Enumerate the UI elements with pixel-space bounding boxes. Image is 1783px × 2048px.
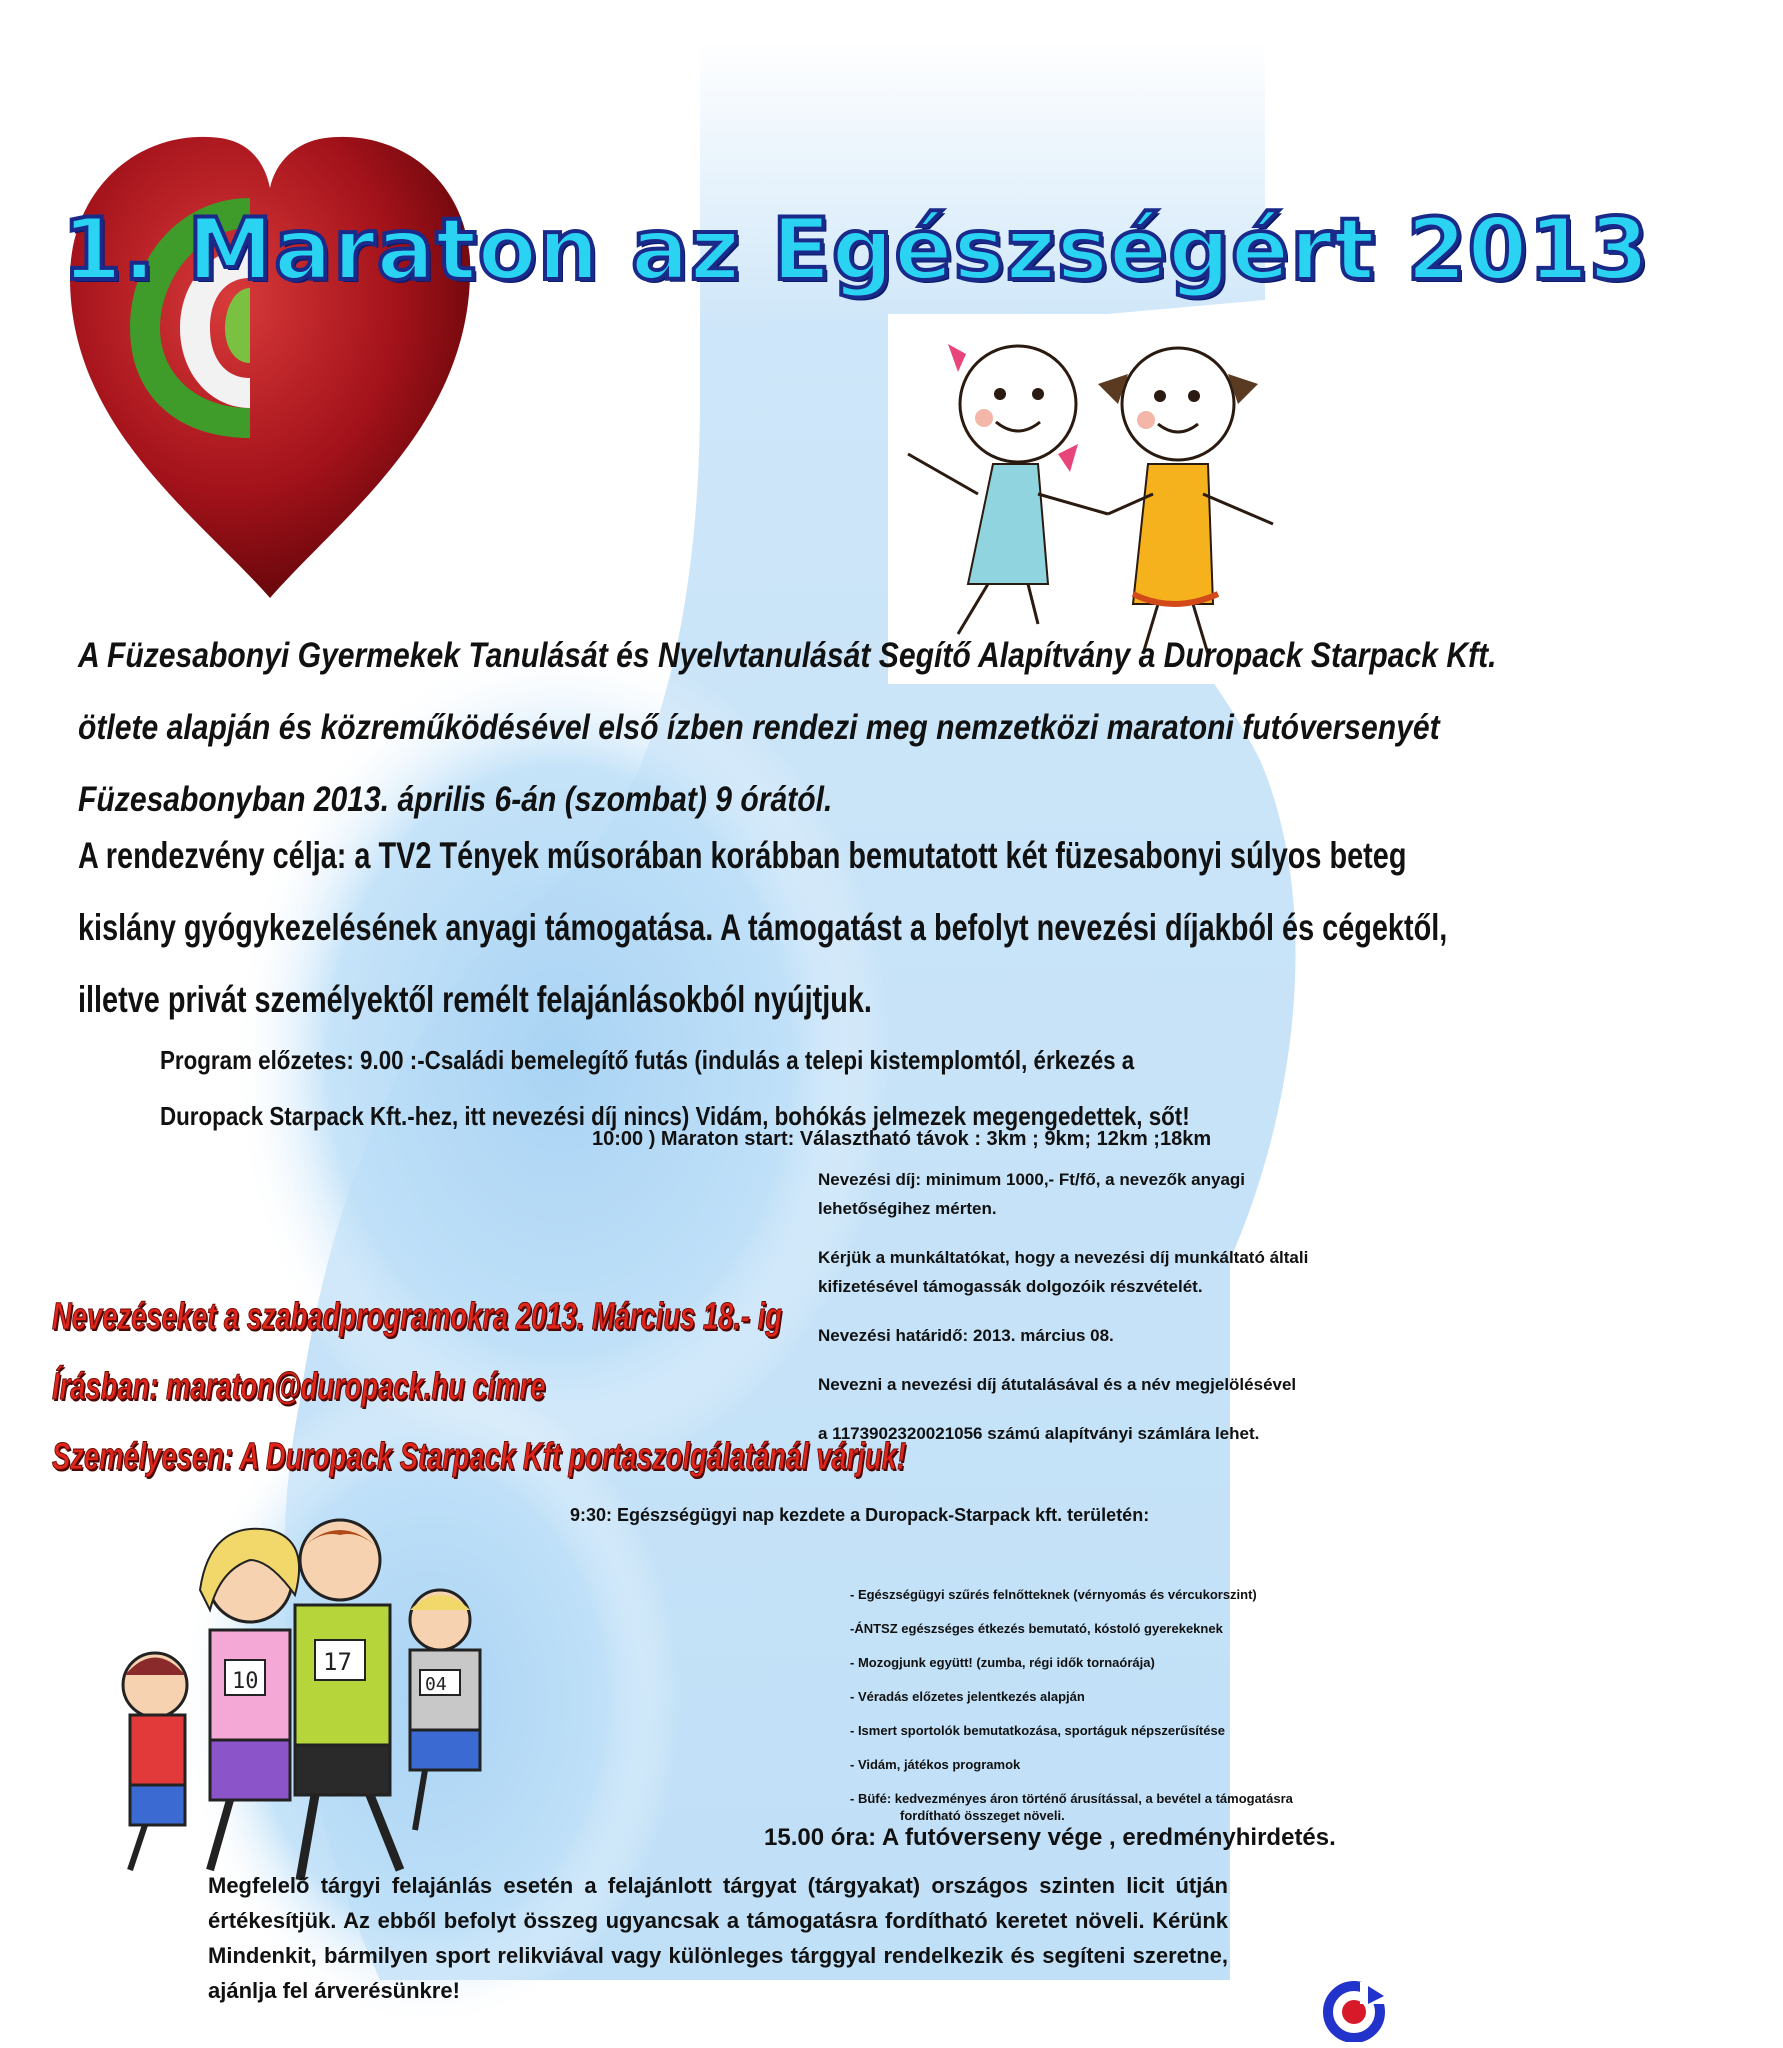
intro-paragraph <box>78 620 1497 836</box>
goal-paragraph <box>78 820 1448 1036</box>
registration-info <box>52 1282 906 1492</box>
list-item-continuation: fordítható összeget növeli. <box>900 1808 1065 1823</box>
list-item: - Véradás előzetes jelentkezés alapján <box>850 1689 1085 1704</box>
list-item: -ÁNTSZ egészséges étkezés bemutató, kóstoló gyerekeknek <box>850 1621 1223 1636</box>
list-item: - Egészségügyi szűrés felnőtteknek (vérnyomás és vércukorszint) <box>850 1587 1257 1602</box>
marathon-start: 10:00 ) Maraton start: Választható távok : 3km ; 9km; 12km ;18km <box>592 1128 1212 1150</box>
health-day-start: 9:30: Egészségügyi nap kezdete a Duropack-Starpack kft. területén: <box>570 1505 1150 1525</box>
entry-deadline: Nevezési határidő: 2013. március 08. <box>818 1326 1114 1345</box>
svg-text:04: 04 <box>425 1674 447 1695</box>
transfer-info: Nevezni a nevezési díj átutalásával és a név megjelölésével <box>818 1375 1297 1394</box>
program-line: Duropack Starpack Kft.-hez, itt nevezési díj nincs) Vidám, bohókás jelmezek megengedettek, sőt! <box>160 1101 1190 1131</box>
intro-line: Füzesabonyban 2013. április 6-án (szombat) 9 órától. <box>78 780 833 819</box>
svg-text:10: 10 <box>232 1669 259 1694</box>
list-item: - Ismert sportolók bemutatkozása, sportáguk népszerűsítése <box>850 1723 1225 1738</box>
page-title: 1. Maraton az Egészségért 2013 <box>62 200 1650 300</box>
list-item: - Mozogjunk együtt! (zumba, régi idők tornaórája) <box>850 1655 1155 1670</box>
intro-line: ötlete alapján és közreműködésével első ízben rendezi meg nemzetközi maratoni futóversenyét <box>78 708 1440 747</box>
heart-logo-icon <box>60 118 480 618</box>
event-end: 15.00 óra: A futóverseny vége , eredményhirdetés. <box>764 1824 1336 1851</box>
intro-line: A Füzesabonyi Gyermekek Tanulását és Nyelvtanulását Segítő Alapítvány a Duropack Starpack Kft. <box>78 636 1497 675</box>
registration-deadline: Nevezéseket a szabadprogramokra 2013. Március 18.- ig <box>52 1296 782 1338</box>
svg-text:17: 17 <box>323 1648 352 1676</box>
list-item: - Vidám, játékos programok <box>850 1757 1021 1772</box>
program-line: Program előzetes: 9.00 :-Családi bemelegítő futás (indulás a telepi kistemplomtól, érkezés a <box>160 1045 1135 1075</box>
runners-illustration <box>100 1500 520 1890</box>
company-logo-icon <box>1320 1978 1390 2042</box>
goal-line: illetve privát személyektől remélt felajánlásokból nyújtjuk. <box>78 979 872 1020</box>
health-day-list <box>850 1578 1293 1824</box>
goal-line: A rendezvény célja: a TV2 Tények műsorában korábban bemutatott két füzesabonyi súlyos beteg <box>78 835 1407 876</box>
registration-in-person: Személyesen: A Duropack Starpack Kft portaszolgálatánál várjuk! <box>52 1436 907 1478</box>
list-item: - Büfé: kedvezményes áron történő árusítással, a bevétel a támogatásra <box>850 1791 1293 1806</box>
registration-email: Írásban: maraton@duropack.hu címre <box>52 1366 546 1408</box>
auction-offer: Megfelelő tárgyi felajánlás esetén a felajánlott tárgyat (tárgyakat) országos szinten licit útján értékesítjük. Az ebből befolyt összeg ugyancsak a támogatásra fordítható keretet növeli. Kérünk Mindenkit, bármilyen sport relikviával vagy különleges tárggyal rendelkezik és segíteni szeretne, ajánlja fel árverésünkre! <box>208 1873 1228 2003</box>
employer-request: Kérjük a munkáltatókat, hogy a nevezési díj munkáltató általi kifizetésével támogassák dolgozóik részvételét. <box>818 1248 1309 1296</box>
account-info: a 1173902320021056 számú alapítványi számlára lehet. <box>818 1424 1260 1443</box>
entry-fee: Nevezési díj: minimum 1000,- Ft/fő, a nevezők anyagi lehetőségihez mérten. <box>818 1170 1246 1218</box>
goal-line: kislány gyógykezelésének anyagi támogatása. A támogatást a befolyt nevezési díjakból és cégektől, <box>78 907 1448 948</box>
